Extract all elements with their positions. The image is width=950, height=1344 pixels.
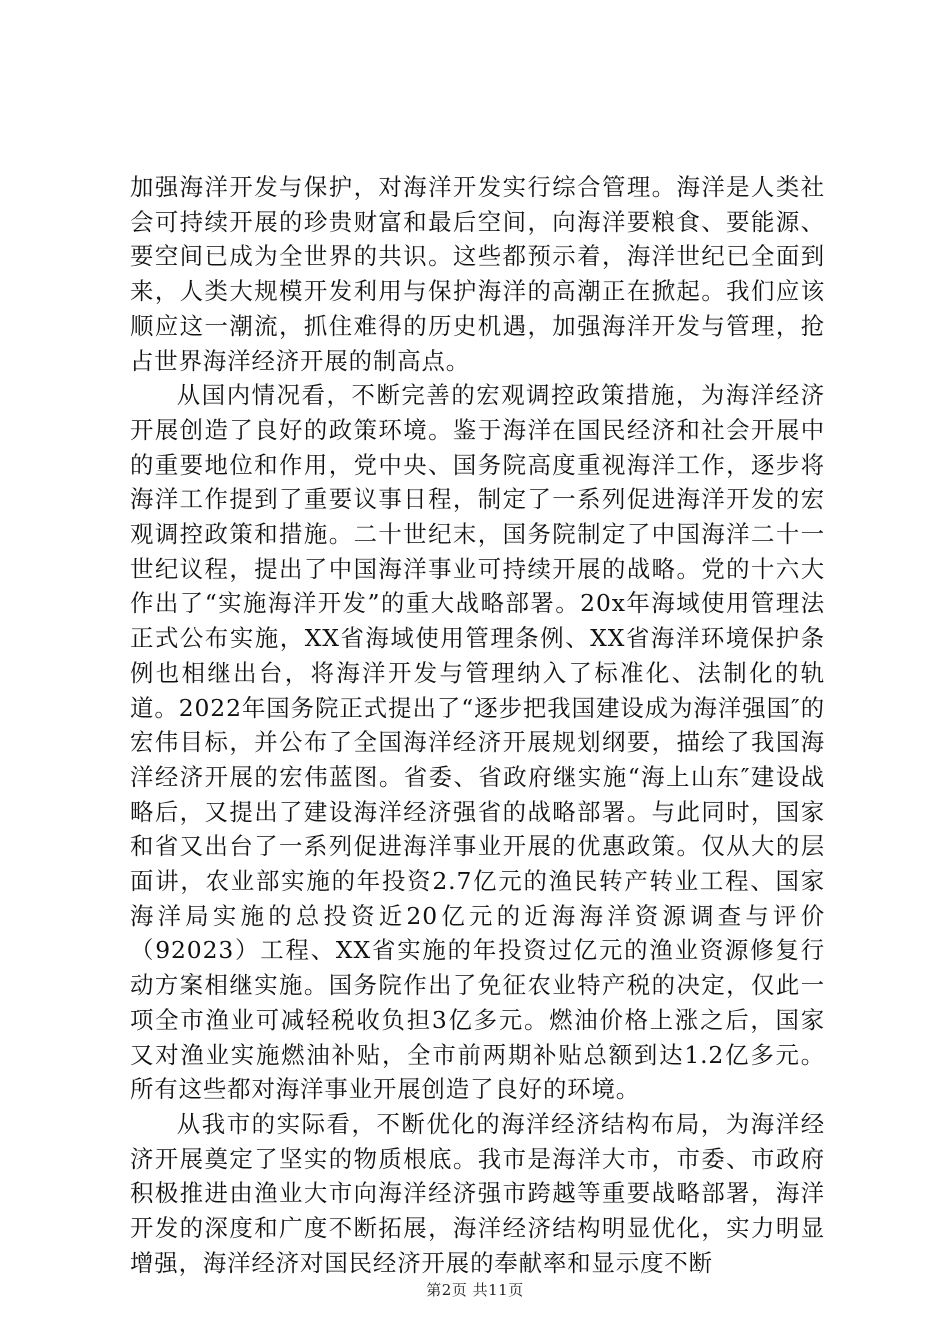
page-footer: 第2页 共11页	[426, 1281, 524, 1299]
body-text	[130, 170, 825, 1281]
paragraph-domestic-situation: 从国内情况看，不断完善的宏观调控政策措施，为海洋经济开展创造了良好的政策环境。鉴于海洋在国民经济和社会开展中的重要地位和作用，党中央、国务院高度重视海洋工作，逐步将海洋工作提到了重要议事日程，制定了一系列促进海洋开发的宏观调控政策和措施。二十世纪末，国务院制定了中国海洋二十一世纪议程，提出了中国海洋事业可持续开展的战略。党的十六大作出了“实施海洋开发”的重大战略部署。20x年海域使用管理法正式公布实施，XX省海域使用管理条例、XX省海洋环境保护条例也相继出台，将海洋开发与管理纳入了标准化、法制化的轨道。2022年国务院正式提出了“逐步把我国建设成为海洋强国″的宏伟目标，并公布了全国海洋经济开展规划纲要，描绘了我国海洋经济开展的宏伟蓝图。省委、省政府继实施“海上山东″建设战略后，又提出了建设海洋经济强省的战略部署。与此同时，国家和省又出台了一系列促进海洋事业开展的优惠政策。仅从大的层面讲，农业部实施的年投资2.7亿元的渔民转产转业工程、国家海洋局实施的总投资近20亿元的近海海洋资源调查与评价（92023）工程、XX省实施的年投资过亿元的渔业资源修复行动方案相继实施。国务院作出了免征农业特产税的决定，仅此一项全市渔业可减轻税收负担3亿多元。燃油价格上涨之后，国家又对渔业实施燃油补贴，全市前两期补贴总额到达1.2亿多元。所有这些都对海洋事业开展创造了良好的环境。	[130, 381, 825, 1104]
paragraph-continuation: 加强海洋开发与保护，对海洋开发实行综合管理。海洋是人类社会可持续开展的珍贵财富和最后空间，向海洋要粮食、要能源、要空间已成为全世界的共识。这些都预示着，海洋世纪已全面到来，人类大规模开发利用与保护海洋的高潮正在掀起。我们应该顺应这一潮流，抓住难得的历史机遇，加强海洋开发与管理，抢占世界海洋经济开展的制高点。	[130, 173, 825, 375]
paragraph-city-situation: 从我市的实际看，不断优化的海洋经济结构布局，为海洋经济开展奠定了坚实的物质根底。我市是海洋大市，市委、市政府积极推进由渔业大市向海洋经济强市跨越等重要战略部署，海洋开发的深度和广度不断拓展，海洋经济结构明显优化，实力明显增强，海洋经济对国民经济开展的奉献率和显示度不断	[130, 1109, 825, 1277]
